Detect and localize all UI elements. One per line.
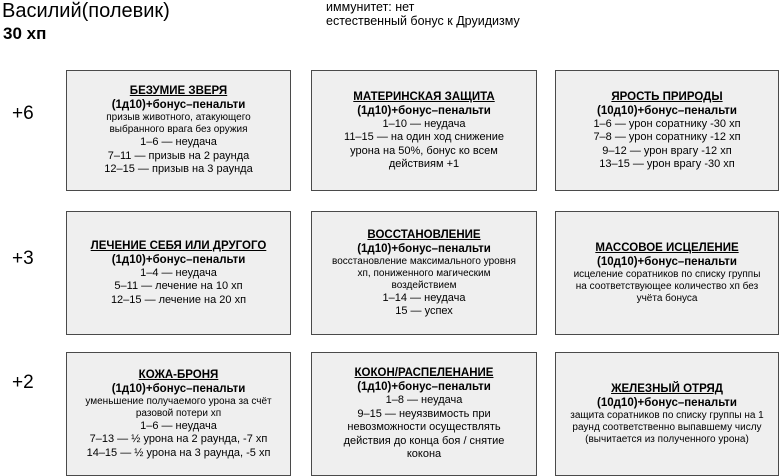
spell-outcome: 9–12 — урон врагу -12 хп xyxy=(602,144,732,157)
spell-outcome: 1–6 — неудача xyxy=(140,419,217,432)
spell-description: воздействием xyxy=(391,279,457,291)
spell-card xyxy=(555,352,779,476)
spell-outcome: 1–6 — неудача xyxy=(140,136,217,149)
spell-outcome: 1–14 — неудача xyxy=(382,291,466,304)
spell-title: КОКОН/РАСПЕЛЕНАНИЕ xyxy=(354,367,494,380)
spell-formula: (1д10)+бонус–пенальти xyxy=(357,381,491,394)
spell-card xyxy=(311,352,537,476)
spell-formula: (1д10)+бонус–пенальти xyxy=(111,99,246,112)
character-name: Василий(полевик) xyxy=(2,0,170,22)
spell-outcome: 14–15 — ½ урона на 3 раунда, -5 хп xyxy=(86,446,271,459)
spell-outcome: 13–15 — урон врагу -30 хп xyxy=(599,158,735,170)
spell-card xyxy=(311,70,537,191)
spell-formula: (10д10)+бонус–пенальти xyxy=(597,397,737,409)
spell-outcome: урона на 50%, бонус ко всем xyxy=(350,144,498,157)
spell-outcome: 12–15 — лечение на 20 хп xyxy=(110,293,247,306)
spell-title: ВОССТАНОВЛЕНИЕ xyxy=(367,228,481,241)
spell-outcome: невозможности осуществлять xyxy=(347,421,501,434)
spell-outcome: 5–11 — лечение на 10 хп xyxy=(114,280,243,293)
natural-bonus-text: естественный бонус к Друидизму xyxy=(326,14,520,28)
spell-title: ЯРОСТЬ ПРИРОДЫ xyxy=(611,90,723,103)
character-hp: 30 хп xyxy=(3,24,47,43)
spell-outcome: действия до конца боя / снятие xyxy=(343,434,505,447)
spell-outcome: 1–4 — неудача xyxy=(140,266,217,279)
spell-formula: (1д10)+бонус–пенальти xyxy=(357,242,491,255)
spell-description: призыв животного, атакующего xyxy=(106,112,251,124)
spell-card xyxy=(555,70,779,191)
spell-formula: (1д10)+бонус–пенальти xyxy=(357,104,491,117)
spell-title: ЖЕЛЕЗНЫЙ ОТРЯД xyxy=(611,383,723,395)
spell-formula: (10д10)+бонус–пенальти xyxy=(597,104,737,117)
spell-description: защита соратников по списку группы на 1 xyxy=(570,410,764,421)
spell-card xyxy=(66,352,291,476)
spell-card xyxy=(66,70,291,191)
spell-description: на соответствующее количество хп без xyxy=(575,281,759,292)
spell-description: хп, пониженного магическим xyxy=(357,267,491,279)
spell-formula: (10д10)+бонус–пенальти xyxy=(597,256,737,268)
spell-formula: (1д10)+бонус–пенальти xyxy=(111,253,246,266)
spell-title: ЛЕЧЕНИЕ СЕБЯ ИЛИ ДРУГОГО xyxy=(90,239,267,252)
spell-card xyxy=(555,211,779,335)
spell-title: МАТЕРИНСКАЯ ЗАЩИТА xyxy=(353,90,495,103)
spell-outcome: 9–15 — неуязвимость при xyxy=(357,407,491,420)
spell-outcome: 12–15 — призыв на 3 раунда xyxy=(104,163,253,176)
spell-outcome: 7–13 — ½ урона на 2 раунда, -7 хп xyxy=(89,433,268,446)
spell-description: учёта бонуса xyxy=(636,293,698,304)
spell-outcome: 7–11 — призыв на 2 раунда xyxy=(107,149,250,162)
row-bonus-label: +3 xyxy=(12,248,34,269)
spell-description: разовой потери хп xyxy=(135,407,222,419)
spell-outcome: 11–15 — на один ход снижение xyxy=(344,131,504,143)
spell-card xyxy=(311,211,537,335)
spell-outcome: кокона xyxy=(406,448,442,461)
row-bonus-label: +6 xyxy=(12,103,34,124)
spell-outcome: 1–10 — неудача xyxy=(382,117,466,130)
spell-formula: (1д10)+бонус–пенальти xyxy=(111,382,246,395)
spell-description: исцеление соратников по списку группы xyxy=(573,269,761,280)
immunity-text: иммунитет: нет xyxy=(326,0,415,14)
spell-title: МАССОВОЕ ИСЦЕЛЕНИЕ xyxy=(595,242,739,254)
spell-outcome: 1–6 — урон соратнику -30 хп xyxy=(593,117,741,130)
spell-title: БЕЗУМИЕ ЗВЕРЯ xyxy=(129,85,228,98)
spell-title: КОЖА-БРОНЯ xyxy=(138,368,219,381)
spell-description: восстановление максимального уровня xyxy=(332,255,516,267)
spell-outcome: действиям +1 xyxy=(388,158,460,170)
spell-description: выбранного врага без оружия xyxy=(109,124,248,136)
spell-description: (вычитается из полученного урона) xyxy=(585,434,749,445)
spell-description: раунд соответственно выпавшему числу xyxy=(572,422,762,433)
spell-outcome: 7–8 — урон соратнику -12 хп xyxy=(593,131,741,143)
spell-outcome: 15 — успех xyxy=(395,305,453,317)
character-info xyxy=(326,0,520,28)
row-bonus-label: +2 xyxy=(12,372,34,393)
spell-card xyxy=(66,211,291,335)
spell-outcome: 1–8 — неудача xyxy=(385,394,463,407)
spell-description: уменьшение получаемого урона за счёт xyxy=(85,395,272,407)
